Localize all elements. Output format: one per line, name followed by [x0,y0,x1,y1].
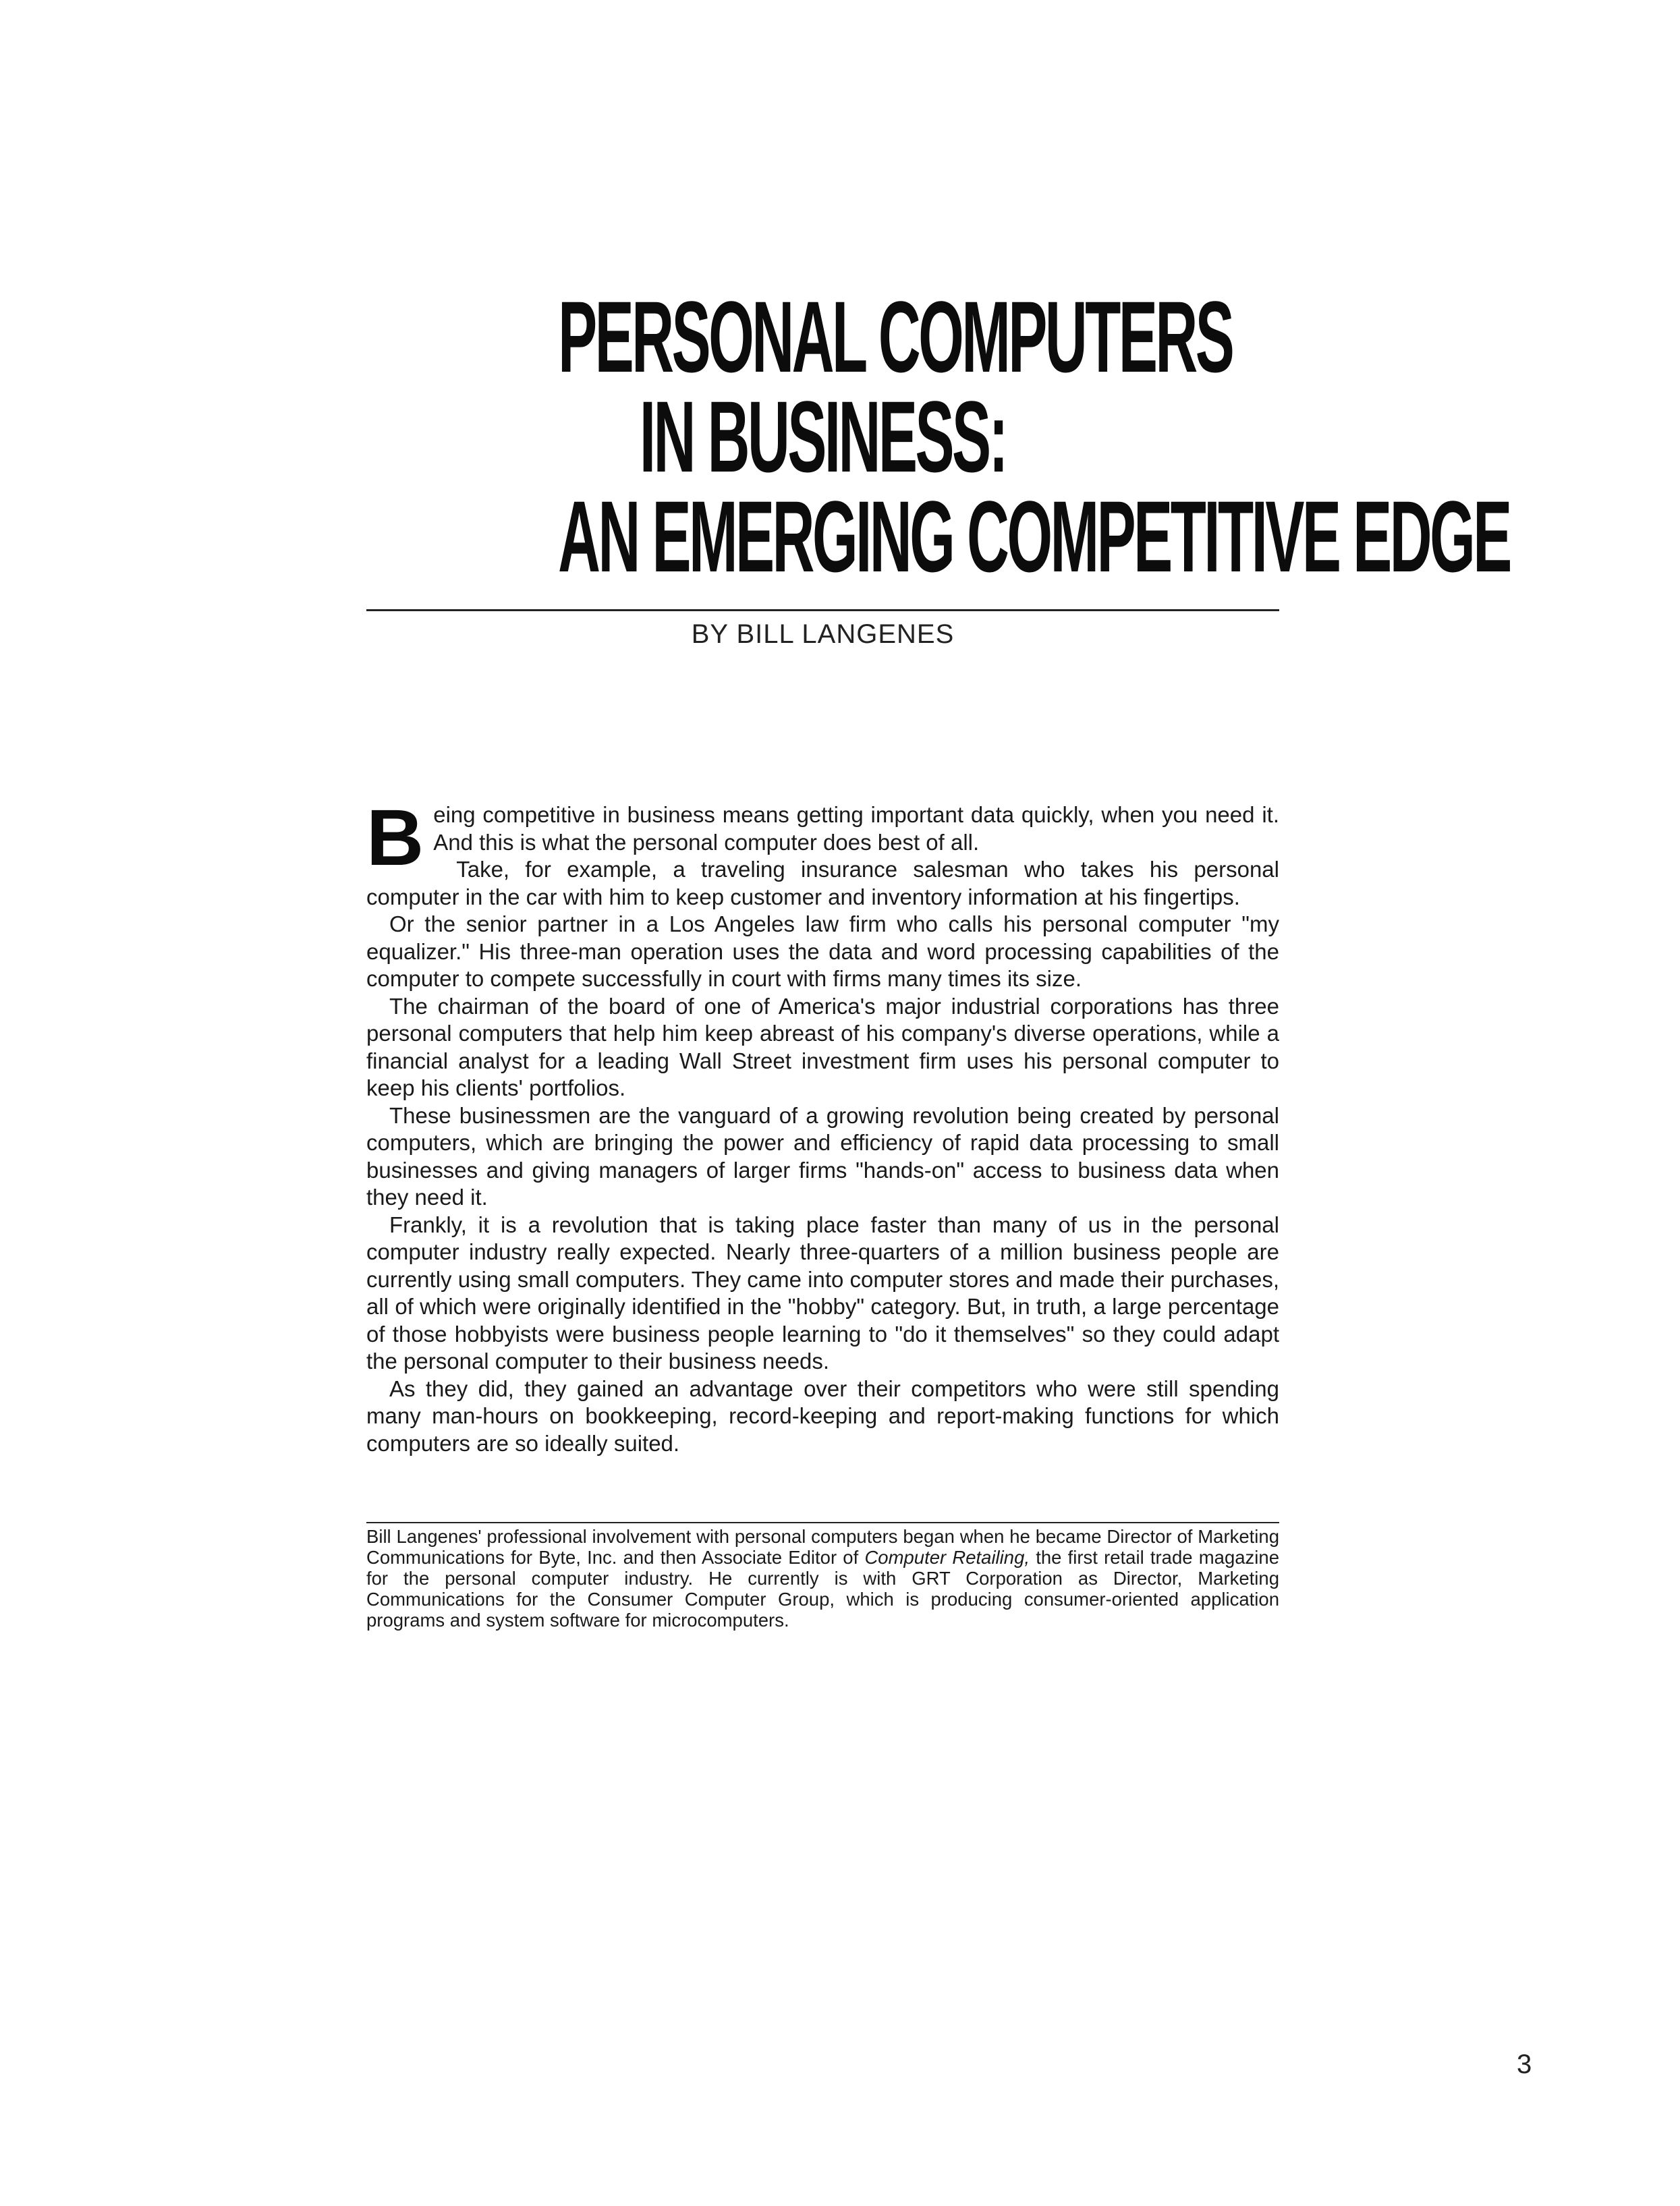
paragraph-3: Or the senior partner in a Los Angeles law firm who calls his personal computer "my equalizer." His three-man operation uses the data and word processing capabilities of the computer to compete successfully in court with firms many times its size. [366,911,1279,991]
title-divider [366,609,1279,611]
paragraph-1-text: eing competitive in business means getting important data quickly, when you need it. And this is what the personal computer does best of all. [433,802,1279,855]
paragraph-6: Frankly, it is a revolution that is taking place faster than many of us in the personal computer industry really expected. Nearly three-quarters of a million business people are currently using small computers. They came into computer stores and made their purchases, all of which were originally identified in the "hobby" category. But, in truth, a large percentage of those hobbyists were business people learning to "do it themselves" so they could adapt the personal computer to their business needs. [366,1212,1279,1374]
article-body [366,793,1279,1457]
paragraph-5: These businessmen are the vanguard of a growing revolution being created by personal computers, which are bringing the power and efficiency of rapid data processing to small businesses and giving managers of larger firms "hands-on" access to business data when they need it. [366,1102,1279,1210]
paragraph-4: The chairman of the board of one of America's major industrial corporations has three personal computers that help him keep abreast of his company's diverse operations, while a financial analyst for a leading Wall Street investment firm uses his personal computer to keep his clients' portfolios. [366,993,1279,1100]
title-line-3: AN EMERGING COMPETITIVE EDGE [558,480,1510,593]
title-line-1: PERSONAL COMPUTERS [558,280,1233,393]
bio-text-before: Bill Langenes' professional involvement with personal computers began when he became Director of Marketing Communications for Byte, Inc. and then Associate Editor of [366,1526,1279,1568]
paragraph-2: Take, for example, a traveling insurance salesman who takes his personal computer in the car with him to keep customer and inventory information at his fingertips. [366,857,1279,909]
title-line-2: IN BUSINESS: [639,380,1007,493]
bio-publication: Computer Retailing, [864,1547,1030,1568]
bio-divider [366,1522,1279,1523]
author-bio [366,1526,1279,1631]
drop-cap: B [366,793,424,882]
bio-text-after: the first retail trade magazine for the personal computer industry. He currently is with GRT Corporation as Director, Marketing Communications for the Consumer Computer Group, which is producing consumer-oriented application programs and system software for microcomputers. [366,1547,1279,1631]
paragraph-7: As they did, they gained an advantage over their competitors who were still spending many man-hours on bookkeeping, record-keeping and report-making functions for which computers are so ideally suited. [366,1376,1279,1456]
article-title [366,280,1510,593]
paragraph-1 [366,793,1279,882]
page-number: 3 [1517,2049,1532,2079]
byline: BY BILL LANGENES [691,619,955,649]
